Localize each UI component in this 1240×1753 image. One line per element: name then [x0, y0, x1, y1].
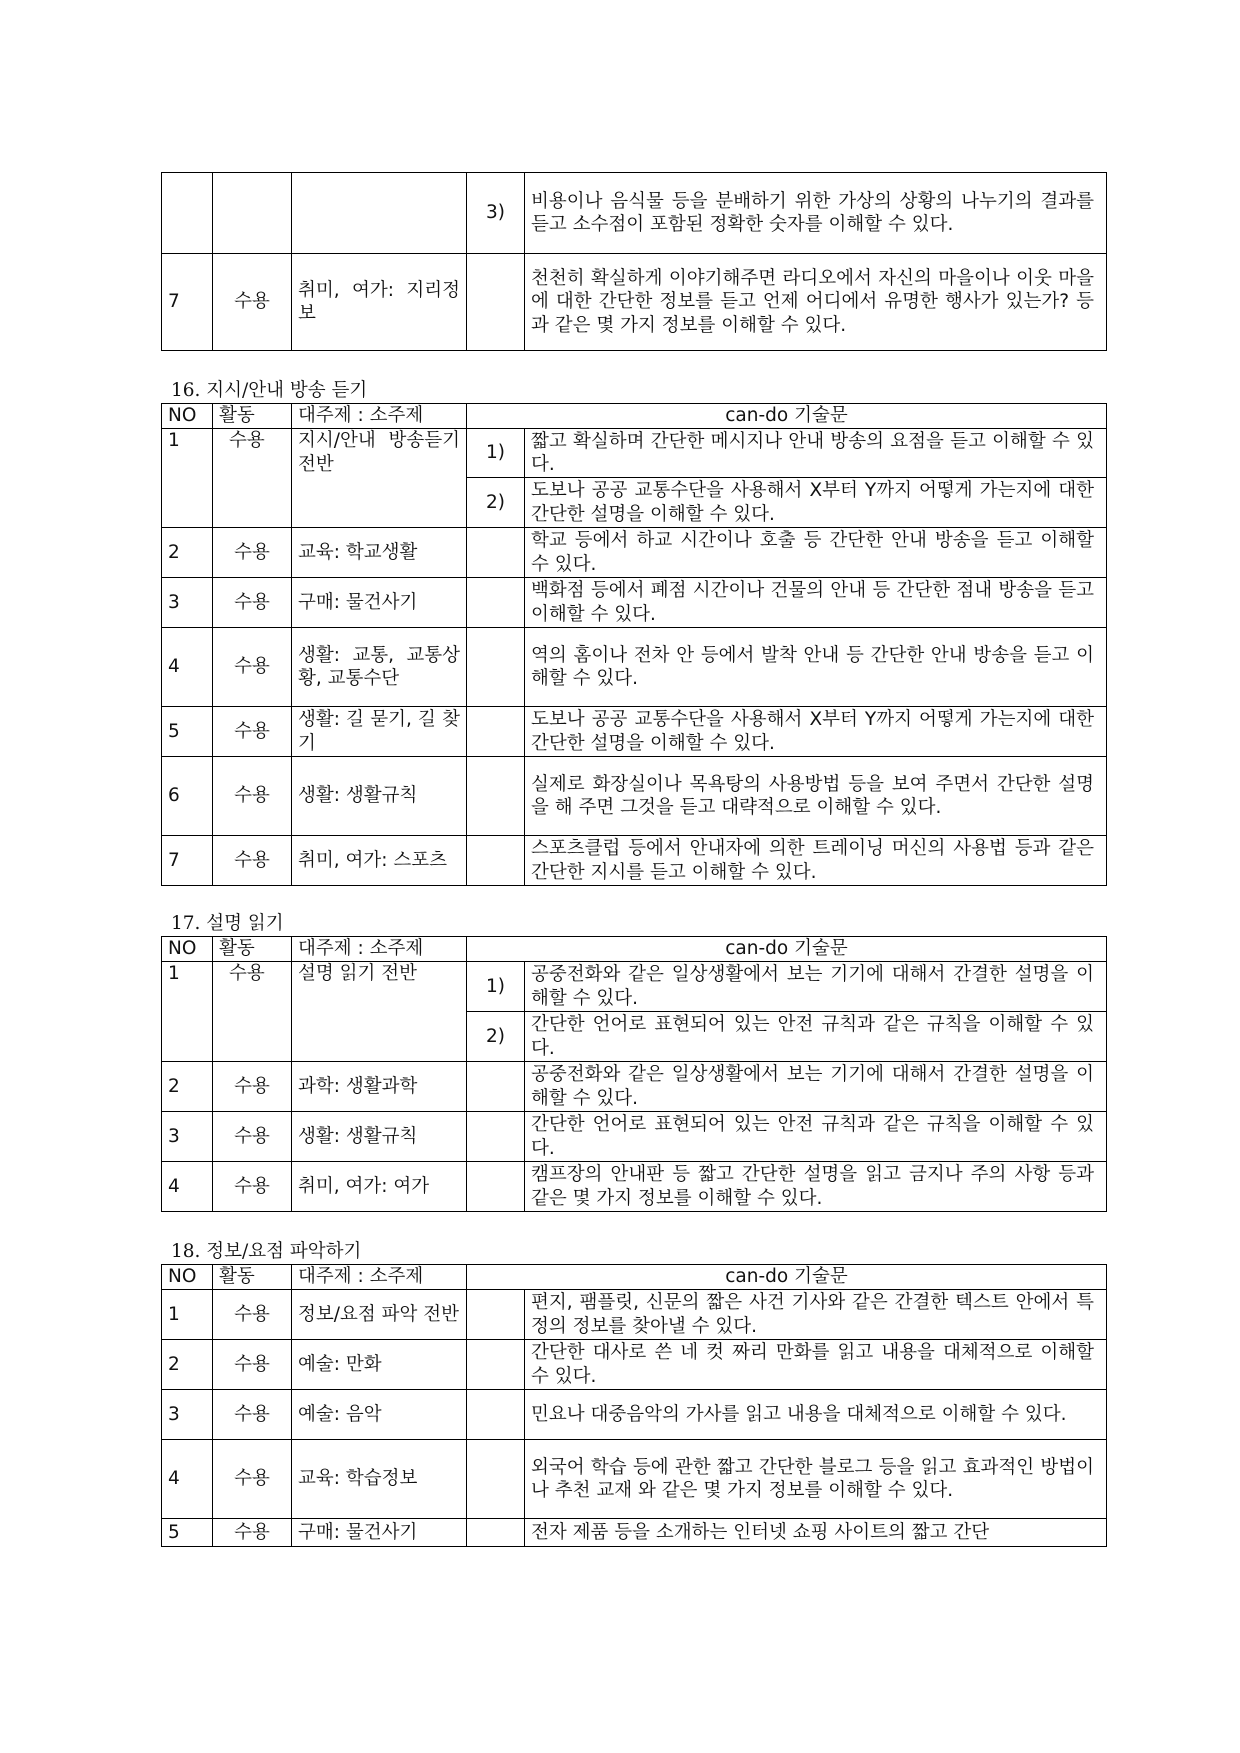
cando-text-cell: 역의 홈이나 전차 안 등에서 발착 안내 등 간단한 안내 방송을 듣고 이해할 수 있다.	[525, 628, 1107, 707]
sub-number-cell	[467, 1162, 525, 1212]
section-17-table	[161, 936, 1107, 1212]
header-row	[162, 937, 1107, 962]
no-cell: 3	[162, 578, 213, 628]
header-topic: 대주제 : 소주제	[292, 1265, 467, 1290]
topic-cell: 교육: 학습정보	[292, 1440, 467, 1519]
header-row	[162, 1265, 1107, 1290]
section-16-title: 16. 지시/안내 방송 듣기	[171, 380, 368, 401]
sub-number-cell	[467, 578, 525, 628]
no-cell: 5	[162, 1519, 213, 1547]
header-topic: 대주제 : 소주제	[292, 404, 467, 429]
cando-text-cell: 비용이나 음식물 등을 분배하기 위한 가상의 상황의 나누기의 결과를 듣고 소수점이 포함된 정확한 숫자를 이해할 수 있다.	[525, 173, 1107, 254]
cando-text-cell: 짧고 확실하며 간단한 메시지나 안내 방송의 요점을 듣고 이해할 수 있다.	[525, 429, 1107, 478]
table-row	[162, 528, 1107, 578]
no-cell: 3	[162, 1112, 213, 1162]
activity-cell: 수용	[213, 528, 292, 578]
table-row	[162, 254, 1107, 351]
header-activity: 활동	[213, 404, 292, 429]
sub-number-cell	[467, 757, 525, 836]
activity-cell: 수용	[213, 757, 292, 836]
table-row	[162, 1112, 1107, 1162]
activity-label: 수용	[229, 963, 265, 984]
table-row	[162, 628, 1107, 707]
no-cell: 2	[162, 1340, 213, 1390]
sub-number-cell	[467, 1519, 525, 1547]
sub-number-cell	[467, 1290, 525, 1340]
no-cell: 2	[162, 1062, 213, 1112]
topic-cell: 생활: 교통, 교통상황, 교통수단	[292, 628, 467, 707]
header-row	[162, 404, 1107, 429]
activity-cell	[213, 962, 292, 1062]
table-row	[162, 1519, 1107, 1547]
topic-cell: 취미, 여가: 여가	[292, 1162, 467, 1212]
cando-text-cell: 학교 등에서 하교 시간이나 호출 등 간단한 안내 방송을 듣고 이해할 수 있다.	[525, 528, 1107, 578]
document-page	[161, 172, 1106, 1547]
cando-text-cell: 편지, 팸플릿, 신문의 짧은 사건 기사와 같은 간결한 텍스트 안에서 특정의 정보를 찾아낼 수 있다.	[525, 1290, 1107, 1340]
sub-number-cell	[467, 707, 525, 757]
no-cell: 4	[162, 1162, 213, 1212]
activity-cell: 수용	[213, 1390, 292, 1440]
sub-number-cell	[467, 528, 525, 578]
cando-text-cell: 간단한 언어로 표현되어 있는 안전 규칙과 같은 규칙을 이해할 수 있다.	[525, 1112, 1107, 1162]
no-cell: 1	[162, 1290, 213, 1340]
no-cell	[162, 173, 213, 254]
activity-cell: 수용	[213, 578, 292, 628]
table-row	[162, 1290, 1107, 1340]
cando-text-cell: 민요나 대중음악의 가사를 읽고 내용을 대체적으로 이해할 수 있다.	[525, 1390, 1107, 1440]
header-no: NO	[162, 1265, 213, 1290]
activity-cell	[213, 173, 292, 254]
table-row	[162, 578, 1107, 628]
sub-number-cell	[467, 1062, 525, 1112]
cando-text-cell: 공중전화와 같은 일상생활에서 보는 기기에 대해서 간결한 설명을 이해할 수 있다.	[525, 1062, 1107, 1112]
table-row	[162, 1062, 1107, 1112]
cando-text-cell: 간단한 언어로 표현되어 있는 안전 규칙과 같은 규칙을 이해할 수 있다.	[525, 1012, 1107, 1062]
sub-number-cell	[467, 1340, 525, 1390]
topic-cell: 교육: 학교생활	[292, 528, 467, 578]
activity-cell: 수용	[213, 1440, 292, 1519]
topic-cell: 예술: 만화	[292, 1340, 467, 1390]
header-cando: can-do 기술문	[467, 1265, 1107, 1290]
sub-number-cell: 1)	[467, 962, 525, 1012]
cando-text-cell: 스포츠클럽 등에서 안내자에 의한 트레이닝 머신의 사용법 등과 같은 간단한 지시를 듣고 이해할 수 있다.	[525, 836, 1107, 886]
topic-cell: 취미, 여가: 스포츠	[292, 836, 467, 886]
activity-cell	[213, 429, 292, 528]
activity-cell: 수용	[213, 628, 292, 707]
table-row	[162, 1390, 1107, 1440]
sub-number-cell	[467, 836, 525, 886]
no-cell: 7	[162, 254, 213, 351]
section-17-title: 17. 설명 읽기	[171, 913, 284, 934]
sub-number-cell	[467, 254, 525, 351]
topic-cell: 생활: 생활규칙	[292, 1112, 467, 1162]
topic-cell: 예술: 음악	[292, 1390, 467, 1440]
sub-number-cell	[467, 1390, 525, 1440]
activity-cell: 수용	[213, 254, 292, 351]
no-cell: 3	[162, 1390, 213, 1440]
topic-cell: 설명 읽기 전반	[292, 962, 467, 1062]
topic-cell	[292, 173, 467, 254]
cando-text-cell: 백화점 등에서 폐점 시간이나 건물의 안내 등 간단한 점내 방송을 듣고 이해할 수 있다.	[525, 578, 1107, 628]
activity-cell: 수용	[213, 1340, 292, 1390]
topic-cell: 구매: 물건사기	[292, 1519, 467, 1547]
sub-number-cell	[467, 1112, 525, 1162]
no-cell: 1	[162, 962, 213, 1062]
header-no: NO	[162, 937, 213, 962]
sub-number-cell	[467, 1440, 525, 1519]
section-18-title: 18. 정보/요점 파악하기	[171, 1241, 362, 1262]
table-row	[162, 429, 1107, 478]
header-cando: can-do 기술문	[467, 937, 1107, 962]
header-activity: 활동	[213, 937, 292, 962]
no-cell: 1	[162, 429, 213, 528]
section-18-table	[161, 1264, 1107, 1547]
topic-cell: 지시/안내 방송듣기전반	[292, 429, 467, 528]
activity-label: 수용	[229, 430, 265, 451]
table-row	[162, 1340, 1107, 1390]
activity-cell: 수용	[213, 1062, 292, 1112]
no-cell: 5	[162, 707, 213, 757]
activity-cell: 수용	[213, 1290, 292, 1340]
activity-cell: 수용	[213, 836, 292, 886]
no-cell: 6	[162, 757, 213, 836]
cando-text-cell: 공중전화와 같은 일상생활에서 보는 기기에 대해서 간결한 설명을 이해할 수 있다.	[525, 962, 1107, 1012]
no-cell: 7	[162, 836, 213, 886]
sub-number-cell: 2)	[467, 478, 525, 528]
no-cell: 2	[162, 528, 213, 578]
section-16-table	[161, 403, 1107, 886]
header-activity: 활동	[213, 1265, 292, 1290]
topic-cell: 정보/요점 파악 전반	[292, 1290, 467, 1340]
no-cell: 4	[162, 1440, 213, 1519]
no-cell: 4	[162, 628, 213, 707]
cando-text-cell: 도보나 공공 교통수단을 사용해서 X부터 Y까지 어떻게 가는지에 대한 간단한 설명을 이해할 수 있다.	[525, 478, 1107, 528]
cando-text-cell: 실제로 화장실이나 목욕탕의 사용방법 등을 보여 주면서 간단한 설명을 해 주면 그것을 듣고 대략적으로 이해할 수 있다.	[525, 757, 1107, 836]
table-row	[162, 173, 1107, 254]
header-no: NO	[162, 404, 213, 429]
activity-cell: 수용	[213, 1519, 292, 1547]
sub-number-cell	[467, 628, 525, 707]
table-row	[162, 836, 1107, 886]
sub-number-cell: 1)	[467, 429, 525, 478]
activity-cell: 수용	[213, 1112, 292, 1162]
topic-cell: 생활: 생활규칙	[292, 757, 467, 836]
activity-cell: 수용	[213, 707, 292, 757]
sub-number-cell: 2)	[467, 1012, 525, 1062]
cando-text-cell: 캠프장의 안내판 등 짧고 간단한 설명을 읽고 금지나 주의 사항 등과 같은 몇 가지 정보를 이해할 수 있다.	[525, 1162, 1107, 1212]
table-row	[162, 1162, 1107, 1212]
table-row	[162, 962, 1107, 1012]
table-row	[162, 707, 1107, 757]
sub-number-cell: 3)	[467, 173, 525, 254]
header-topic: 대주제 : 소주제	[292, 937, 467, 962]
cando-text-cell: 간단한 대사로 쓴 네 컷 짜리 만화를 읽고 내용을 대체적으로 이해할 수 있다.	[525, 1340, 1107, 1390]
table-row	[162, 1440, 1107, 1519]
header-cando: can-do 기술문	[467, 404, 1107, 429]
activity-cell: 수용	[213, 1162, 292, 1212]
cando-text-cell: 외국어 학습 등에 관한 짧고 간단한 블로그 등을 읽고 효과적인 방법이나 추천 교재 와 같은 몇 가지 정보를 이해할 수 있다.	[525, 1440, 1107, 1519]
topic-cell: 생활: 길 묻기, 길 찾기	[292, 707, 467, 757]
topic-cell: 구매: 물건사기	[292, 578, 467, 628]
topic-cell: 취미, 여가: 지리정보	[292, 254, 467, 351]
cando-text-cell: 도보나 공공 교통수단을 사용해서 X부터 Y까지 어떻게 가는지에 대한 간단한 설명을 이해할 수 있다.	[525, 707, 1107, 757]
cando-text-cell: 천천히 확실하게 이야기해주면 라디오에서 자신의 마을이나 이웃 마을에 대한 간단한 정보를 듣고 언제 어디에서 유명한 행사가 있는가? 등과 같은 몇 가지 정보를 이해할 수 있다.	[525, 254, 1107, 351]
topic-cell: 과학: 생활과학	[292, 1062, 467, 1112]
table-row	[162, 757, 1107, 836]
continued-table	[161, 172, 1107, 351]
cando-text-cell: 전자 제품 등을 소개하는 인터넷 쇼핑 사이트의 짧고 간단	[525, 1519, 1107, 1547]
